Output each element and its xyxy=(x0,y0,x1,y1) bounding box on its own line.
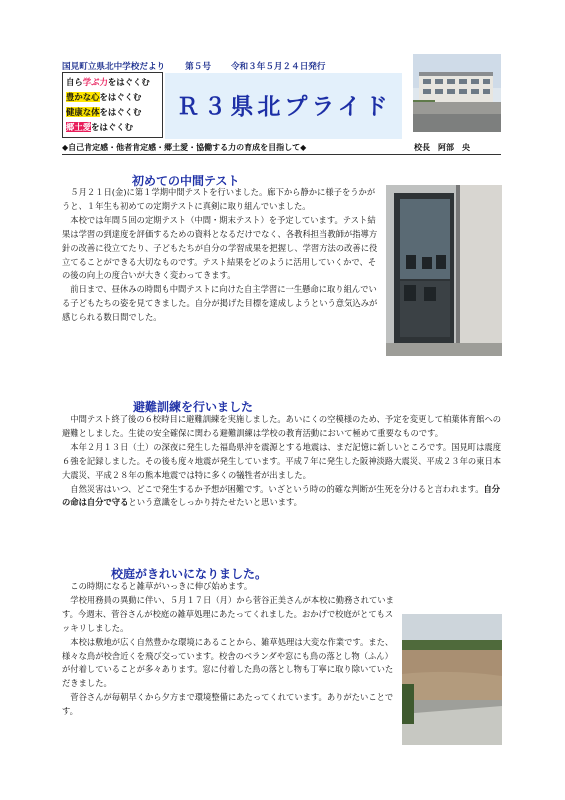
exam-paragraph: 本校では年間５回の定期テスト（中間・期末テスト）を予定しています。テスト結果は学習の到達度を評価するための資料となるだけでなく、各教科担当教師が指導方針の改善に役立てたり、子どもたちが自分の学習成果を把握し、学習方法の改善に役立てることができる大切なものです。テスト結果をどのように活用していくかで、その後の向上の度合いが大きく変わってきます。 xyxy=(62,214,378,281)
garden-paragraph: 菅谷さんが毎朝早くから夕方まで環境整備にあたってくれています。ありがたいことです。 xyxy=(62,692,394,717)
motto-line-4: 郷土愛をはぐくむ xyxy=(66,122,133,132)
exam-paragraph: 前日まで、昼休みの時間も中間テストに向けた自主学習に一生懸命に取り組んでいる子どもたちの姿を見てきました。自分が掲げた目標を達成しようという意気込みが感じられる数日間でした。 xyxy=(62,284,378,323)
exam-body xyxy=(62,186,378,325)
school-building-photo xyxy=(413,54,501,132)
emphasis-text: 自分の命は自分で守る xyxy=(62,483,501,508)
classroom-photo xyxy=(386,185,502,356)
issue-date: 令和３年５月２４日発行 xyxy=(230,62,326,72)
motto-line-3: 健康な体をはぐくむ xyxy=(66,107,142,117)
header-divider xyxy=(62,154,501,155)
garden-paragraph: 学校用務員の異動に伴い、５月１７日（月）から菅谷正美さんが本校に勤務されています。今週末、菅谷さんが校庭の雑草処理にあたってくれました。おかげで校庭がとてもスッキリしました。 xyxy=(62,594,394,633)
drill-heading: 避難訓練を行いました xyxy=(133,400,254,414)
motto-box xyxy=(62,72,163,138)
drill-paragraph-last: 自然災害はいつ、どこで発生するか予想が困難です。いざという時の的確な判断が生死を分けると言われます。自分の命は自分で守るという意識をしっかり持たせたいと思います。 xyxy=(62,483,501,508)
garden-heading: 校庭がきれいになりました。 xyxy=(111,567,268,581)
motto-line-1: 自ら学ぶ力をはぐくむ xyxy=(66,77,150,87)
subline xyxy=(62,142,470,153)
drill-paragraph: 本年２月１３日（土）の深夜に発生した福島県沖を震源とする地震は、まだ記憶に新しいところです。国見町は震度６強を記録しました。その後も度々地震が発生しています。平成７年に発生した阪神淡路大震災、平成２３年の東日本大震災、平成２８年の熊本地震では特に多くの犠牲者が出ました。 xyxy=(62,441,502,480)
drill-body xyxy=(62,413,502,510)
newsletter-name: 国見町立県北中学校だより xyxy=(62,62,166,72)
newsletter-title: Ｒ３県北プライド xyxy=(176,94,392,120)
newsletter-header-line xyxy=(62,60,345,72)
issue-number: 第５号 xyxy=(185,62,211,72)
goal-statement: ◆自己肯定感・他者肯定感・郷土愛・協働する力の育成を目指して◆ xyxy=(62,143,307,152)
garden-paragraph: この時期になると雑草がいっきに伸び始めます。 xyxy=(62,581,253,591)
principal-name: 校長 阿部 央 xyxy=(414,143,470,152)
exam-heading: 初めての中間テスト xyxy=(132,174,240,188)
schoolyard-photo xyxy=(402,614,502,745)
drill-paragraph: 中間テスト終了後の６校時目に避難訓練を実施しました。あいにくの空模様のため、予定を変更して柏葉体育館への避難としました。生徒の安全確保に関わる避難訓練は学校の教育活動において極めて重要なものです。 xyxy=(62,414,502,438)
exam-paragraph: ５月２１日(金)に第１学期中間テストを行いました。廊下から静かに様子をうかがうと、１年生も初めての定期テストに真剣に取り組んでいました。 xyxy=(62,187,376,211)
motto-line-2: 豊かな心をはぐくむ xyxy=(66,92,142,102)
garden-paragraph: 本校は敷地が広く自然豊かな環境にあることから、雑草処理は大変な作業です。また、様々な鳥が校舎近くを飛び交っています。校舎のベランダや窓にも鳥の落とし物（ふん）が付着していることが多々あります。窓に付着した鳥の落とし物も丁寧に取り除いていただきました。 xyxy=(62,636,394,689)
